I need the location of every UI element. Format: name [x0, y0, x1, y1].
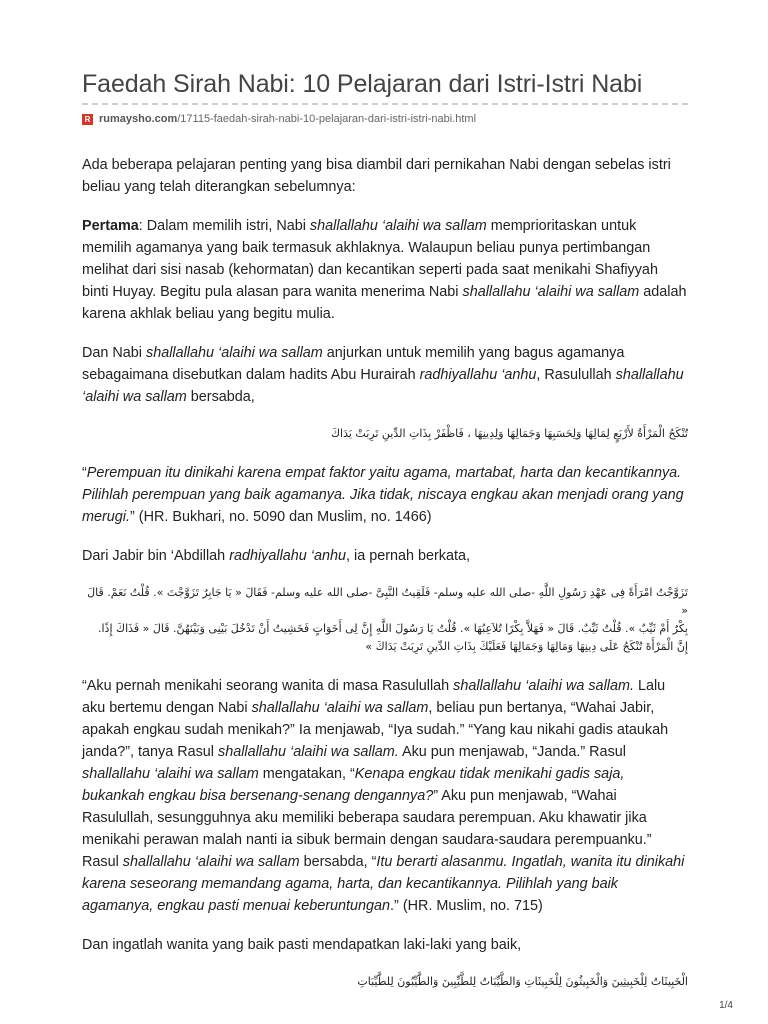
text-span: “	[82, 465, 87, 481]
text-span: mengatakan, “	[258, 766, 355, 782]
text-span: Dari Jabir bin ‘Abdillah	[82, 548, 230, 564]
honorific: radhiyallahu ‘anhu	[229, 548, 346, 564]
text-span: , beliau pun bertanya, “Wahai Jabir, apakah engkau sudah menikah?” Ia menjawab, “Iya sudah.” “Yang kau nikahi gadis ataukah janda?”, tanya Rasul	[82, 700, 669, 760]
honorific: shallallahu ‘alaihi wa sallam	[251, 700, 429, 716]
paragraph-jabir-intro	[82, 545, 688, 567]
source-path[interactable]: /17115-faedah-sirah-nabi-10-pelajaran-dari-istri-istri-nabi.html	[177, 113, 477, 125]
text-span: ” Aku pun menjawab, “Wahai Rasulullah, sesungguhnya aku memiliki beberapa saudara perempuan. Aku khawatir jika menikahi perawan malah nanti ia sibuk bermain dengan saudara-saudara perempuanku.” Rasul	[82, 788, 652, 870]
text-span: Aku pun menjawab, “Janda.” Rasul	[398, 744, 626, 760]
paragraph-pertama	[82, 215, 688, 325]
paragraph-hadith-translation	[82, 462, 688, 528]
arabic-line: إِنَّ الْمَرْأَةَ تُنْكَحُ عَلَى دِينِهَا وَمَالِهَا وَجَمَالِهَا فَعَلَيْكَ بِذَاتِ الدِّينِ تَرِبَتْ يَدَاكَ »	[365, 640, 688, 653]
honorific: shallallahu ‘alaihi wa sallam	[82, 367, 684, 405]
honorific: shallallahu ‘alaihi wa sallam	[122, 854, 300, 870]
arabic-hadith-2	[82, 584, 688, 656]
arabic-hadith-1: تُنْكَحُ الْمَرْأَةُ لأَرْبَعٍ لِمَالِهَا وَلِحَسَبِهَا وَجَمَالِهَا وَلِدِينِهَا ، فَاظْفَرْ بِذَاتِ الدِّينِ تَرِبَتْ يَدَاكَ	[330, 427, 688, 440]
citation: .” (HR. Muslim, no. 715)	[390, 898, 543, 914]
site-logo-icon: R	[82, 114, 93, 125]
text-span: Dan Nabi	[82, 345, 146, 361]
text-span: “Aku pernah menikahi seorang wanita di masa Rasulullah	[82, 678, 454, 694]
text-span: , ia pernah berkata,	[346, 548, 470, 564]
page-number: 1/4	[719, 1000, 733, 1011]
honorific: shallallahu ‘alaihi wa sallam	[309, 218, 487, 234]
page-title: Faedah Sirah Nabi: 10 Pelajaran dari Istri-Istri Nabi	[82, 70, 643, 98]
text-span: anjurkan untuk memilih yang bagus agamanya sebagaimana disebutkan dalam hadits Abu Hurairah	[82, 345, 625, 383]
quote: Itu berarti alasanmu. Ingatlah, wanita itu dinikahi karena seseorang memandang agama, harta, dan kecantikannya. Pilihlah yang baik agamanya, engkau pasti menuai keberuntungan	[82, 854, 685, 914]
arabic-line: تَزَوَّجْتُ امْرَأَةً فِى عَهْدِ رَسُولِ اللَّهِ -صلى الله عليه وسلم- فَلَقِيتُ النَّبِىَّ -صلى الله عليه وسلم- فَقَالَ « يَا جَابِرُ تَزَوَّجْتَ ». قُلْتُ نَعَمْ. قَالَ «	[87, 586, 688, 617]
honorific: shallallahu ‘alaihi wa sallam	[82, 766, 259, 782]
text-span: bersabda, “	[299, 854, 377, 870]
text-span: , Rasulullah	[536, 367, 616, 383]
honorific: shallallahu ‘alaihi wa sallam.	[453, 678, 634, 694]
source-domain[interactable]: rumaysho.com	[99, 113, 178, 125]
paragraph-hadith-intro	[82, 342, 688, 408]
paragraph-intro: Ada beberapa pelajaran penting yang bisa diambil dari pernikahan Nabi dengan sebelas istri beliau yang telah diterangkan sebelumnya:	[82, 157, 671, 195]
article-body	[82, 154, 688, 991]
text-span: bersabda,	[186, 389, 255, 405]
honorific: shallallahu ‘alaihi wa sallam	[462, 284, 640, 300]
honorific: radhiyallahu ‘anhu	[419, 367, 537, 383]
pertama-label: Pertama	[82, 218, 139, 234]
honorific: shallallahu ‘alaihi wa sallam.	[218, 744, 399, 760]
text-span: memprioritaskan untuk memilih agamanya yang baik termasuk akhlaknya. Walaupun beliau punya pertimbangan melihat dari sisi nasab (kehormatan) dan kecantikan seperti pada saat menikahi Shafiyyah binti Huyay. Begitu pula alasan para wanita menerima Nabi	[82, 218, 658, 300]
arabic-verse: الْخَبِيثَاتُ لِلْخَبِيثِينَ وَالْخَبِيثُونَ لِلْخَبِيثَاتِ وَالطَّيِّبَاتُ لِلطَّيِّبِينَ وَالطَّيِّبُونَ لِلطَّيِّبَاتِ	[357, 975, 688, 988]
citation: ” (HR. Bukhari, no. 5090 dan Muslim, no. 1466)	[130, 509, 432, 525]
title-divider	[82, 103, 688, 105]
translation-quote: Perempuan itu dinikahi karena empat faktor yaitu agama, martabat, harta dan kecantikannya. Pilihlah perempuan yang baik agamanya. Jika tidak, niscaya engkau akan menjadi orang yang merugi.	[82, 465, 684, 525]
text-span: adalah karena akhlak beliau yang begitu mulia.	[82, 284, 687, 322]
paragraph-jabir-story	[82, 675, 688, 917]
paragraph-closing: Dan ingatlah wanita yang baik pasti mendapatkan laki-laki yang baik,	[82, 937, 522, 953]
source-url[interactable]	[82, 113, 476, 125]
text-span: Lalu aku bertemu dengan Nabi	[82, 678, 666, 716]
text-span: : Dalam memilih istri, Nabi	[138, 218, 310, 234]
quote: Kenapa engkau tidak menikahi gadis saja, bukankah engkau bisa bersenang-senang dengannya?	[82, 766, 625, 804]
arabic-line: بِكْرٌ أَمْ ثَيِّبٌ ». قُلْتُ ثَيِّبٌ. قَالَ « فَهَلاَّ بِكْرًا تُلاَعِبُهَا ». قُلْتُ يَا رَسُولَ اللَّهِ إِنَّ لِى أَخَوَاتٍ فَخَشِيتُ أَنْ تَدْخُلَ بَيْنِى وَبَيْنَهُنَّ. قَالَ « فَذَاكَ إِذًا.	[98, 622, 688, 635]
honorific: shallallahu ‘alaihi wa sallam	[146, 345, 323, 361]
